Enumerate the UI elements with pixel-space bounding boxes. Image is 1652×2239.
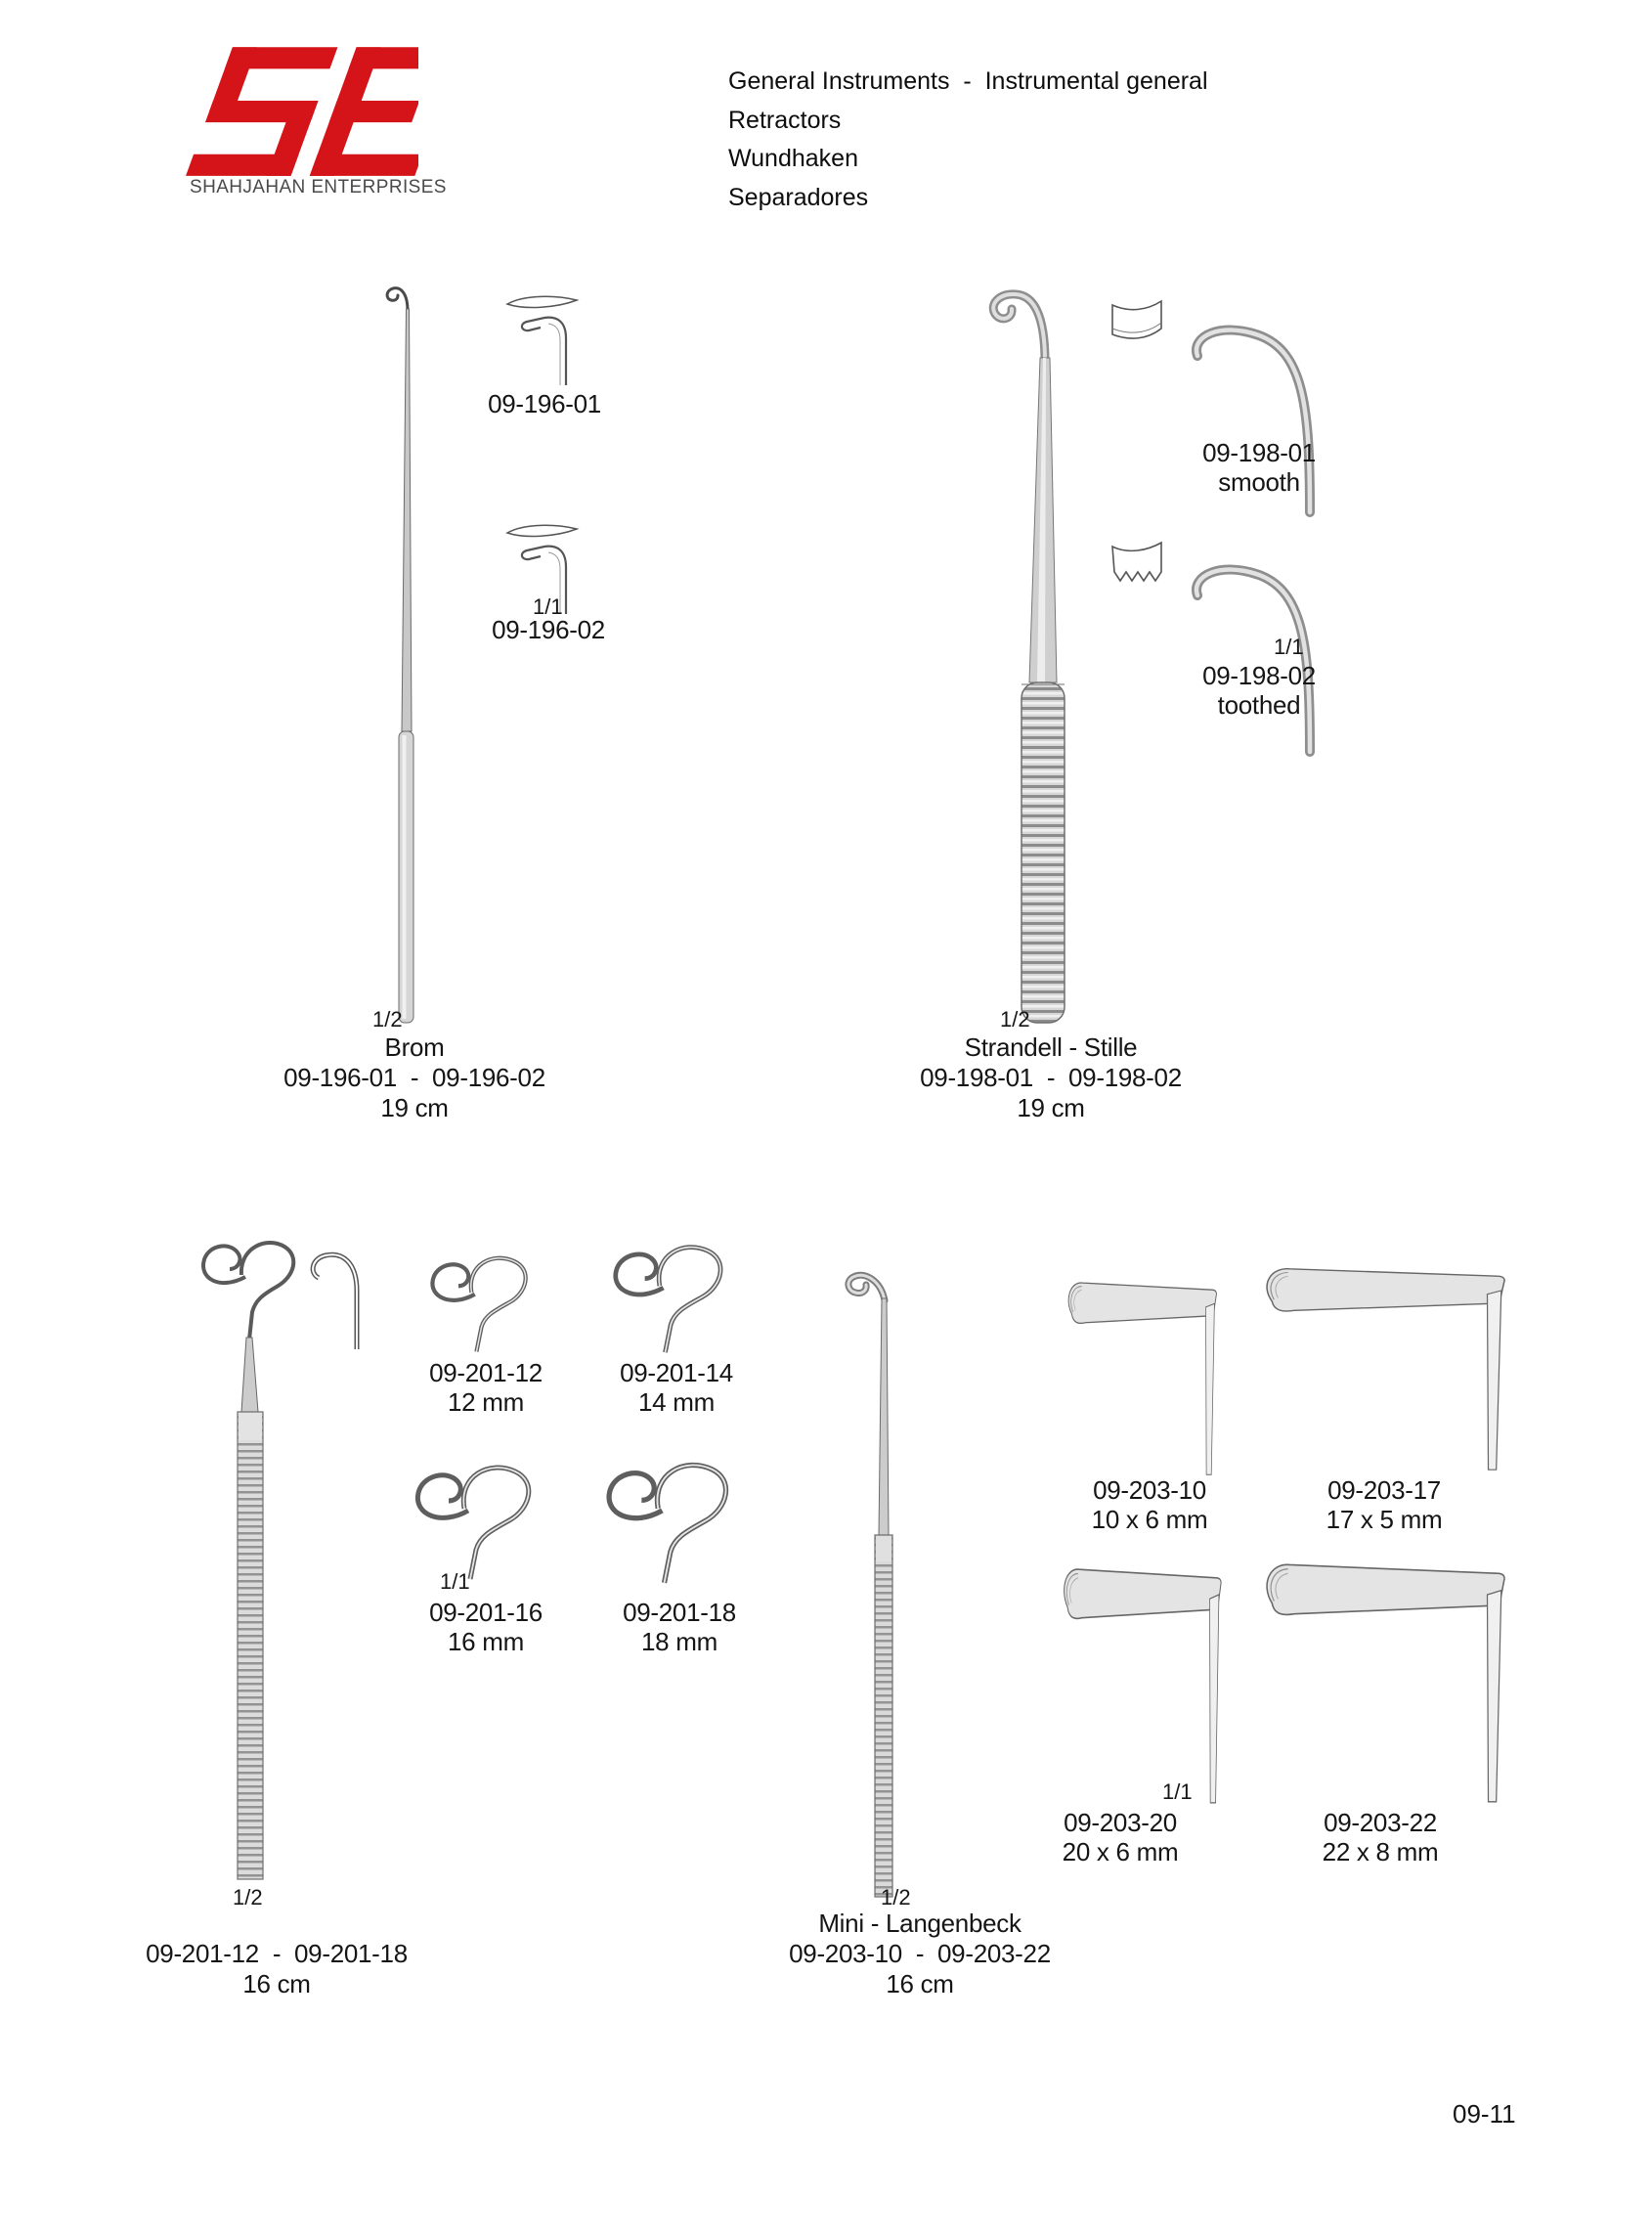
langenbeck-blade-detail-22x8 xyxy=(1254,1548,1513,1804)
strandell-stille-retractor-illustration xyxy=(973,282,1100,1034)
detail-size: 10 x 6 mm xyxy=(1091,1505,1208,1534)
detail-code: 09-196-01 xyxy=(488,389,601,418)
product-length: 16 cm xyxy=(242,1969,311,1998)
langenbeck-blade-detail-20x6 xyxy=(1056,1553,1227,1805)
loop-blade-detail-18mm xyxy=(596,1457,751,1586)
loop-retractor-illustration xyxy=(191,1234,386,1894)
company-logo-se-monogram xyxy=(184,47,418,179)
detail-variant: toothed xyxy=(1217,690,1301,720)
detail-code: 09-198-02 xyxy=(1202,661,1316,690)
product-length: 19 cm xyxy=(380,1093,449,1122)
mini-langenbeck-retractor-illustration xyxy=(836,1259,934,1900)
langenbeck-blade-detail-17x5 xyxy=(1254,1254,1513,1471)
header-line-title: General Instruments - Instrumental general xyxy=(728,67,1208,95)
detail-code: 09-203-17 xyxy=(1327,1475,1441,1505)
detail-code: 09-201-14 xyxy=(620,1358,733,1387)
detail-code: 09-201-18 xyxy=(623,1598,736,1627)
product-length: 16 cm xyxy=(886,1969,954,1998)
brom-retractor-illustration xyxy=(371,282,440,1034)
page-number: 09-11 xyxy=(1453,2099,1516,2129)
detail-size: 14 mm xyxy=(638,1387,715,1417)
header-line-wundhaken: Wundhaken xyxy=(728,145,858,172)
scale-marker: 1/2 xyxy=(233,1885,263,1910)
detail-code: 09-201-12 xyxy=(429,1358,543,1387)
product-code-range: 09-201-12 - 09-201-18 xyxy=(146,1939,408,1968)
detail-size: 18 mm xyxy=(641,1627,717,1656)
scale-marker: 1/2 xyxy=(1000,1007,1030,1032)
langenbeck-blade-detail-10x6 xyxy=(1061,1269,1222,1476)
detail-variant: smooth xyxy=(1218,467,1300,497)
detail-code: 09-201-16 xyxy=(429,1598,543,1627)
detail-size: 22 x 8 mm xyxy=(1322,1837,1439,1866)
product-length: 19 cm xyxy=(1017,1093,1085,1122)
product-code-range: 09-196-01 - 09-196-02 xyxy=(283,1063,545,1092)
loop-blade-detail-12mm xyxy=(422,1251,545,1354)
detail-code: 09-203-10 xyxy=(1093,1475,1206,1505)
product-code-range: 09-203-10 - 09-203-22 xyxy=(789,1939,1051,1968)
scale-marker: 1/1 xyxy=(440,1569,470,1594)
detail-code: 09-203-20 xyxy=(1064,1808,1177,1837)
product-name: Strandell - Stille xyxy=(964,1032,1138,1062)
product-code-range: 09-198-01 - 09-198-02 xyxy=(920,1063,1182,1092)
product-name: Brom xyxy=(384,1032,445,1062)
company-name: SHAHJAHAN ENTERPRISES xyxy=(190,177,447,198)
header-line-retractors: Retractors xyxy=(728,106,842,134)
detail-code: 09-196-02 xyxy=(492,615,605,644)
strandell-toothed-blade-detail xyxy=(1105,533,1339,763)
brom-tip-detail-1 xyxy=(503,291,582,389)
product-name: Mini - Langenbeck xyxy=(818,1909,1022,1938)
scale-marker: 1/1 xyxy=(533,594,563,619)
scale-marker: 1/2 xyxy=(881,1885,911,1910)
page-header xyxy=(728,63,1208,217)
scale-marker: 1/1 xyxy=(1162,1779,1193,1804)
detail-size: 12 mm xyxy=(448,1387,524,1417)
scale-marker: 1/1 xyxy=(1274,635,1304,659)
scale-marker: 1/2 xyxy=(372,1007,403,1032)
detail-size: 20 x 6 mm xyxy=(1062,1837,1179,1866)
detail-code: 09-203-22 xyxy=(1324,1808,1437,1837)
detail-size: 16 mm xyxy=(448,1627,524,1656)
detail-size: 17 x 5 mm xyxy=(1326,1505,1443,1534)
loop-blade-detail-16mm xyxy=(406,1460,552,1582)
detail-code: 09-198-01 xyxy=(1202,438,1316,467)
loop-blade-detail-14mm xyxy=(604,1240,743,1355)
header-line-separadores: Separadores xyxy=(728,183,869,211)
